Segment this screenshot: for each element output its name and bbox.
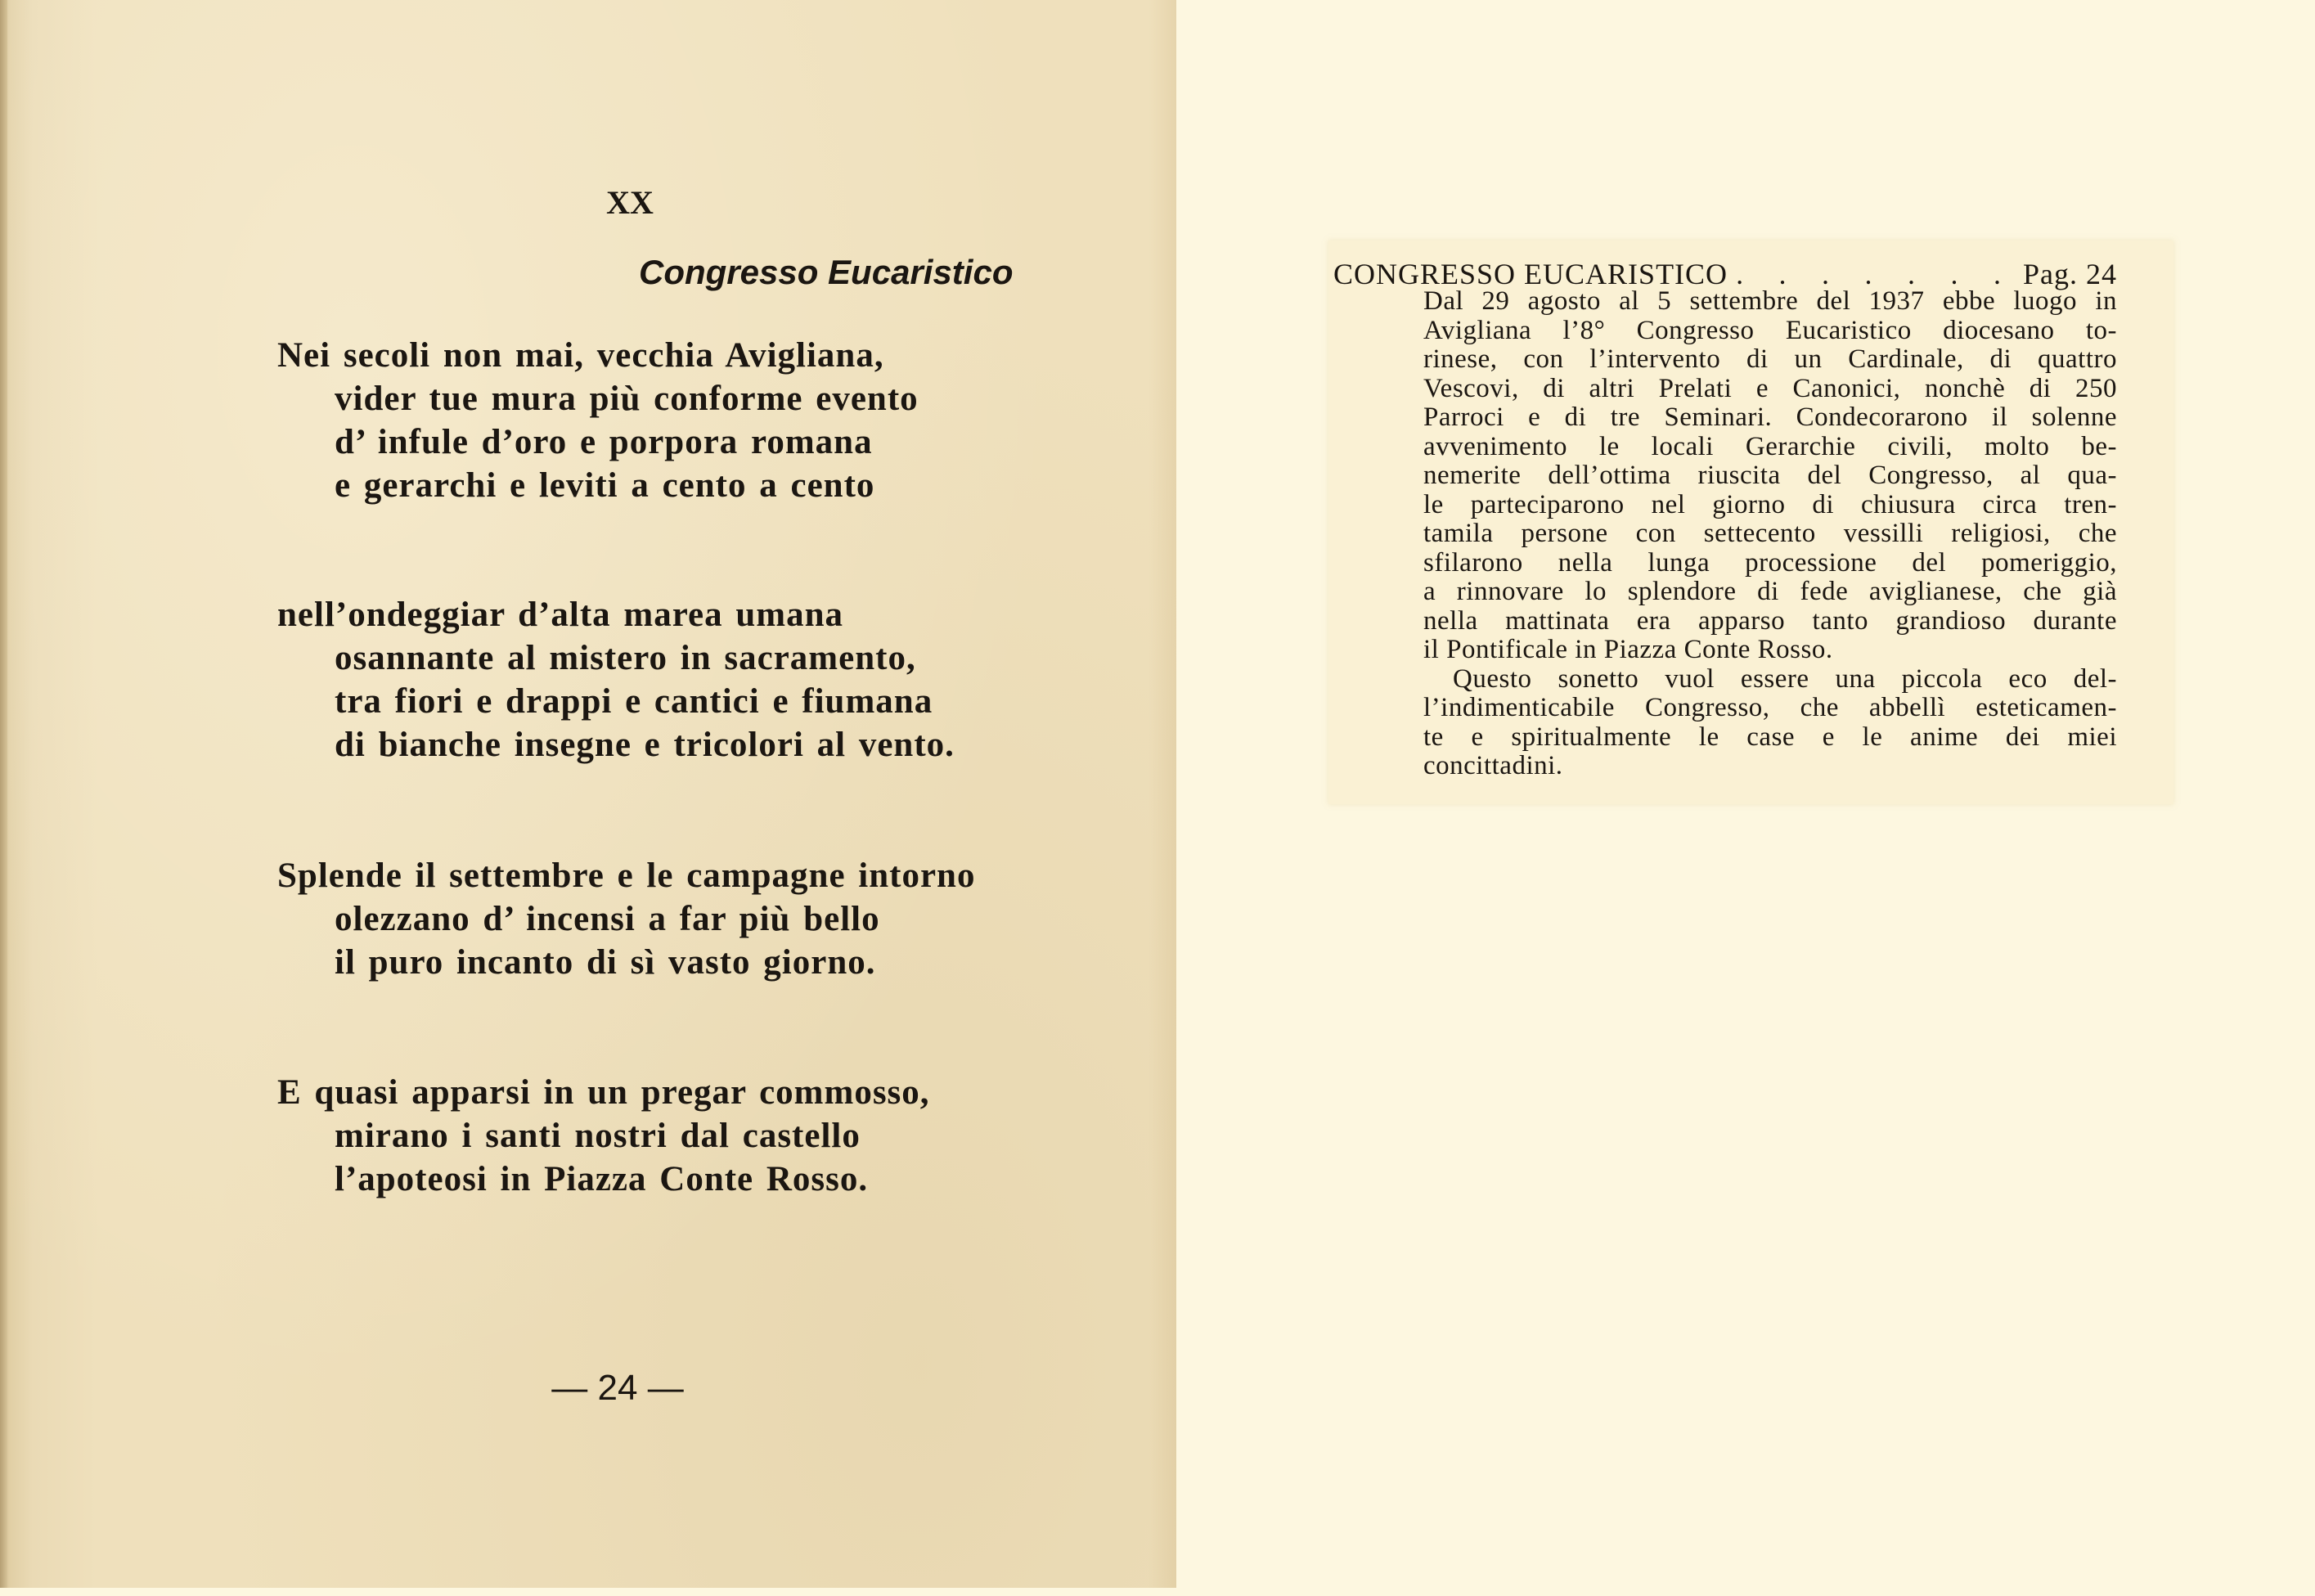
verse-line: e gerarchi e leviti a cento a cento [335,466,875,505]
page-number: — 24 — [551,1368,684,1408]
verse-line: il puro incanto di sì vasto giorno. [335,943,876,982]
note-line: Parroci e di tre Seminari. Condecorarono il solenne [1423,403,2117,432]
note-page-ref: Pag. 24 [2023,258,2117,290]
dot-leader: . . . . . . . [1736,258,2002,290]
note-heading-row [1333,257,2117,291]
note-line: le parteciparono nel giorno di chiusura circa tren- [1423,490,2117,519]
verse-line: osannante al mistero in sacramento, [335,639,916,677]
stanza-4 [277,1071,930,1201]
note-line: rinese, con l’intervento di un Cardinale, di quattro [1423,345,2117,374]
chapter-number: XX [606,184,654,221]
verse-line: tra fiori e drappi e cantici e fiumana [335,682,933,721]
note-line: Dal 29 agosto al 5 settembre del 1937 ebbe luogo in [1423,287,2117,316]
verse-line: Splende il settembre e le campagne intorno [277,856,976,895]
note-heading: CONGRESSO EUCARISTICO [1333,258,1728,290]
verse-line: olezzano d’ incensi a far più bello [335,900,880,938]
stanza-2 [277,593,955,767]
stanza-3 [277,854,975,984]
note-line: tamila persone con settecento vessilli religiosi, che [1423,519,2117,548]
note-line: a rinnovare lo splendore di fede aviglianese, che già [1423,578,2117,606]
verse-line: l’apoteosi in Piazza Conte Rosso. [335,1160,869,1198]
note-line: te e spiritualmente le case e le anime dei miei [1423,722,2117,752]
note-body [1423,287,2117,781]
stanza-1 [277,334,919,507]
verse-line: nell’ondeggiar d’alta marea umana [277,596,843,634]
note-line: nella mattinata era apparso tanto grandioso durante [1423,606,2117,636]
verse-line: Nei secoli non mai, vecchia Avigliana, [277,336,884,375]
verse-line: d’ infule d’oro e porpora romana [335,423,873,461]
verse-line: vider tue mura più conforme evento [335,380,919,418]
note-line: Avigliana l’8° Congresso Eucaristico diocesano to- [1423,316,2117,345]
verse-line: di bianche insegne e tricolori al vento. [335,726,955,764]
spine-edge [0,0,7,1588]
note-line: Questo sonetto vuol essere una piccola eco del- [1453,664,2117,694]
verse-line: mirano i santi nostri dal castello [335,1117,861,1155]
note-line: Vescovi, di altri Prelati e Canonici, nonchè di 250 [1423,374,2117,403]
note-line: l’indimenticabile Congresso, che abbellì esteticamen- [1423,694,2117,722]
note-line: avvenimento le locali Gerarchie civili, molto be- [1423,432,2117,461]
poem-title: Congresso Eucaristico [639,253,1014,291]
note-line: sfilarono nella lunga processione del pomeriggio, [1423,548,2117,578]
note-line: concittadini. [1423,752,1563,780]
verse-line: E quasi apparsi in un pregar commosso, [277,1073,930,1112]
note-line: il Pontificale in Piazza Conte Rosso. [1423,636,1833,664]
note-line: nemerite dell’ottima riuscita del Congresso, al qua- [1423,461,2117,490]
